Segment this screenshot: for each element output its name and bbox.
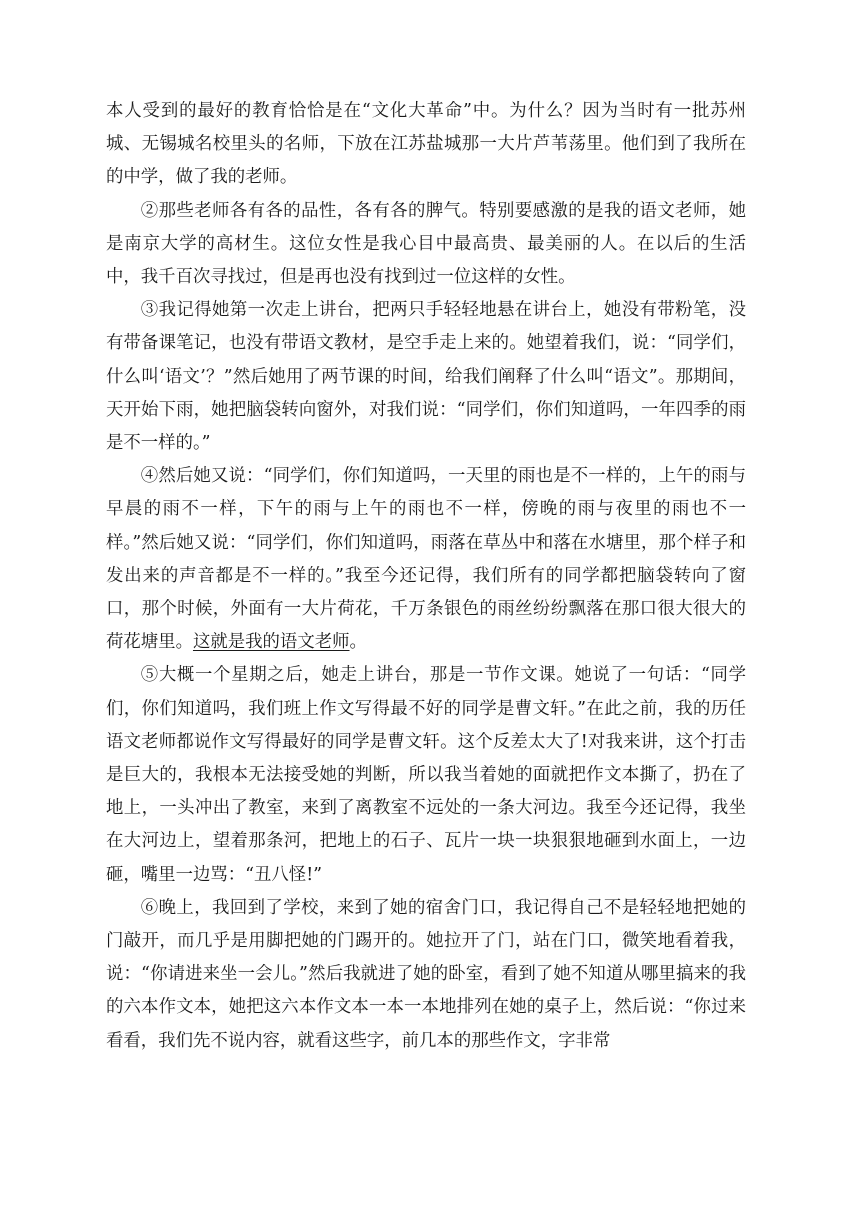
paragraph-2 bbox=[106, 195, 746, 295]
paragraph-4 bbox=[106, 460, 746, 659]
paragraph-text: 本人受到的最好的教育恰恰是在“文化大革命”中。为什么？因为当时有一批苏州城、无锡城名校里头的名师，下放在江苏盐城那一大片芦苇荡里。他们到了我所在的中学，做了我的老师。 bbox=[106, 101, 746, 188]
paragraph-text: ⑤大概一个星期之后，她走上讲台，那是一节作文课。她说了一句话：“同学们，你们知道吗，我们班上作文写得最不好的同学是曹文轩。”在此之前，我的历任语文老师都说作文写得最好的同学是曹文轩。这个反差太大了!对我来讲，这个打击是巨大的，我根本无法接受她的判断，所以我当着她的面就把作文本撕了，扔在了地上，一头冲出了教室，来到了离教室不远处的一条大河边。我至今还记得，我坐在大河边上，望着那条河，把地上的石子、瓦片一块一块狠狠地砸到水面上，一边砸，嘴里一边骂：“丑八怪!” bbox=[106, 665, 746, 885]
paragraph-1 bbox=[106, 95, 746, 195]
paragraph-5 bbox=[106, 659, 746, 891]
underlined-sentence: 这就是我的语文老师 bbox=[192, 632, 350, 653]
document-body bbox=[106, 95, 746, 1058]
paragraph-6 bbox=[106, 892, 746, 1058]
paragraph-text: ②那些老师各有各的品性，各有各的脾气。特别要感激的是我的语文老师，她是南京大学的高材生。这位女性是我心目中最高贵、最美丽的人。在以后的生活中，我千百次寻找过，但是再也没有找到过一位这样的女性。 bbox=[106, 200, 746, 288]
paragraph-text: ④然后她又说：“同学们，你们知道吗，一天里的雨也是不一样的，上午的雨与早晨的雨不一样，下午的雨与上午的雨也不一样，傍晚的雨与夜里的雨也不一样。”然后她又说：“同学们，你们知道吗，雨落在草丛中和落在水塘里，那个样子和发出来的声音都是不一样的。”我至今还记得，我们所有的同学都把脑袋转向了窗口，那个时候，外面有一大片荷花，千万条银色的雨丝纷纷飘落在那口很大很大的荷花塘里。 bbox=[106, 466, 746, 653]
paragraph-text: ⑥晚上，我回到了学校，来到了她的宿舍门口，我记得自己不是轻轻地把她的门敲开，而几乎是用脚把她的门踢开的。她拉开了门，站在门口，微笑地看着我，说：“你请进来坐一会儿。”然后我就进了她的卧室，看到了她不知道从哪里搞来的我的六本作文本，她把这六本作文本一本一本地排列在她的桌子上，然后说：“你过来看看，我们先不说内容，就看这些字，前几本的那些作文，字非常 bbox=[106, 897, 746, 1051]
paragraph-3 bbox=[106, 294, 746, 460]
paragraph-text: 。 bbox=[349, 632, 367, 653]
paragraph-text: ③我记得她第一次走上讲台，把两只手轻轻地悬在讲台上，她没有带粉笔，没有带备课笔记，也没有带语文教材，是空手走上来的。她望着我们，说：“同学们，什么叫‘语文’？”然后她用了两节课的时间，给我们阐释了什么叫“语文”。那期间，天开始下雨，她把脑袋转向窗外，对我们说：“同学们，你们知道吗，一年四季的雨是不一样的。” bbox=[106, 300, 746, 454]
